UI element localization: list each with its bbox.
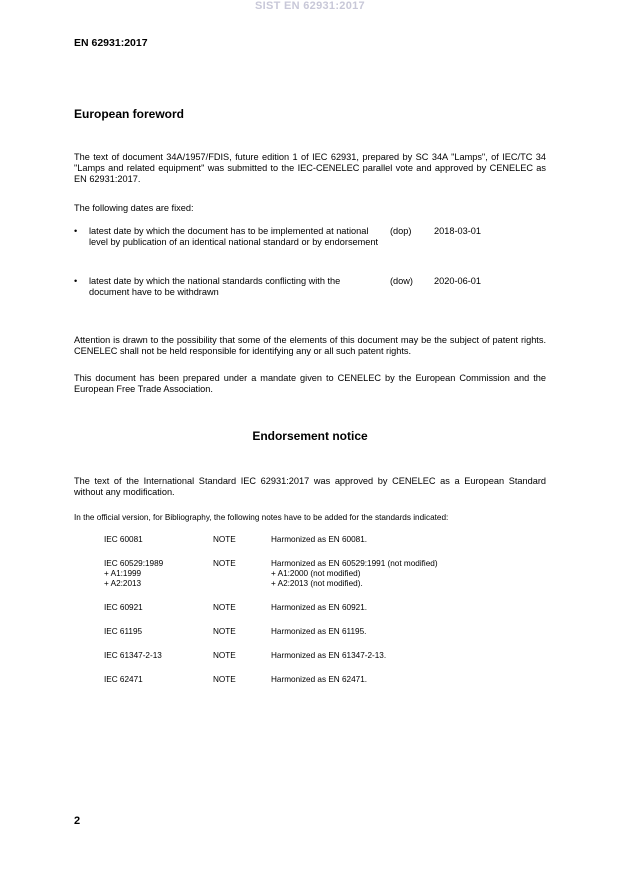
foreword-title: European foreword — [74, 107, 185, 121]
endorsement-text: The text of the International Standard IEC 62931:2017 was approved by CENELEC as a European Standard without any modification. — [74, 476, 546, 497]
date-item-date: 2020-06-01 — [434, 276, 481, 286]
note-standard: IEC 60529:1989 + A1:1999 + A2:2013 — [104, 559, 164, 588]
note-standard: IEC 61347-2-13 — [104, 651, 162, 660]
note-harmonized: Harmonized as EN 61347-2-13. — [271, 651, 387, 660]
date-item-text: latest date by which the document has to be implemented at national level by publication of an identical national standard or by endorsement — [89, 226, 379, 247]
bullet-icon: • — [74, 226, 78, 236]
bullet-icon: • — [74, 276, 78, 286]
date-item-abbr: (dop) — [390, 226, 412, 236]
watermark: SIST EN 62931:2017 — [255, 0, 365, 12]
note-label: NOTE — [213, 559, 236, 568]
note-standard: IEC 61195 — [104, 627, 143, 636]
note-harmonized: Harmonized as EN 60529:1991 (not modified) + A1:2000 (not modified) + A2:2013 (not modified). — [271, 559, 438, 588]
note-standard: IEC 60081 — [104, 535, 143, 544]
note-label: NOTE — [213, 535, 236, 544]
note-harmonized: Harmonized as EN 62471. — [271, 675, 368, 684]
date-item-text: latest date by which the national standards conflicting with the document have to be withdrawn — [89, 276, 341, 297]
bibliography-intro: In the official version, for Bibliography, the following notes have to be added for the standards indicated: — [74, 513, 449, 522]
note-label: NOTE — [213, 627, 236, 636]
note-standard: IEC 62471 — [104, 675, 143, 684]
mandate-notice: This document has been prepared under a mandate given to CENELEC by the European Commission and the European Free Trade Association. — [74, 373, 546, 394]
patent-notice: Attention is drawn to the possibility that some of the elements of this document may be the subject of patent rights. CENELEC shall not be held responsible for identifying any or all such patent rights. — [74, 335, 546, 356]
date-item-abbr: (dow) — [390, 276, 413, 286]
page-number: 2 — [74, 815, 81, 827]
note-label: NOTE — [213, 675, 236, 684]
note-standard: IEC 60921 — [104, 603, 143, 612]
note-label: NOTE — [213, 651, 236, 660]
document-id: EN 62931:2017 — [74, 37, 148, 49]
note-harmonized: Harmonized as EN 60081. — [271, 535, 368, 544]
note-label: NOTE — [213, 603, 236, 612]
endorsement-title: Endorsement notice — [252, 429, 368, 443]
note-harmonized: Harmonized as EN 60921. — [271, 603, 368, 612]
foreword-intro: The text of document 34A/1957/FDIS, future edition 1 of IEC 62931, prepared by SC 34A "Lamps", of IEC/TC 34 "Lamps and related equipment" was submitted to the IEC-CENELEC parallel vote and approved by CENELEC as EN 62931:2017. — [74, 152, 546, 184]
date-item-date: 2018-03-01 — [434, 226, 481, 236]
dates-intro: The following dates are fixed: — [74, 203, 194, 213]
note-harmonized: Harmonized as EN 61195. — [271, 627, 367, 636]
